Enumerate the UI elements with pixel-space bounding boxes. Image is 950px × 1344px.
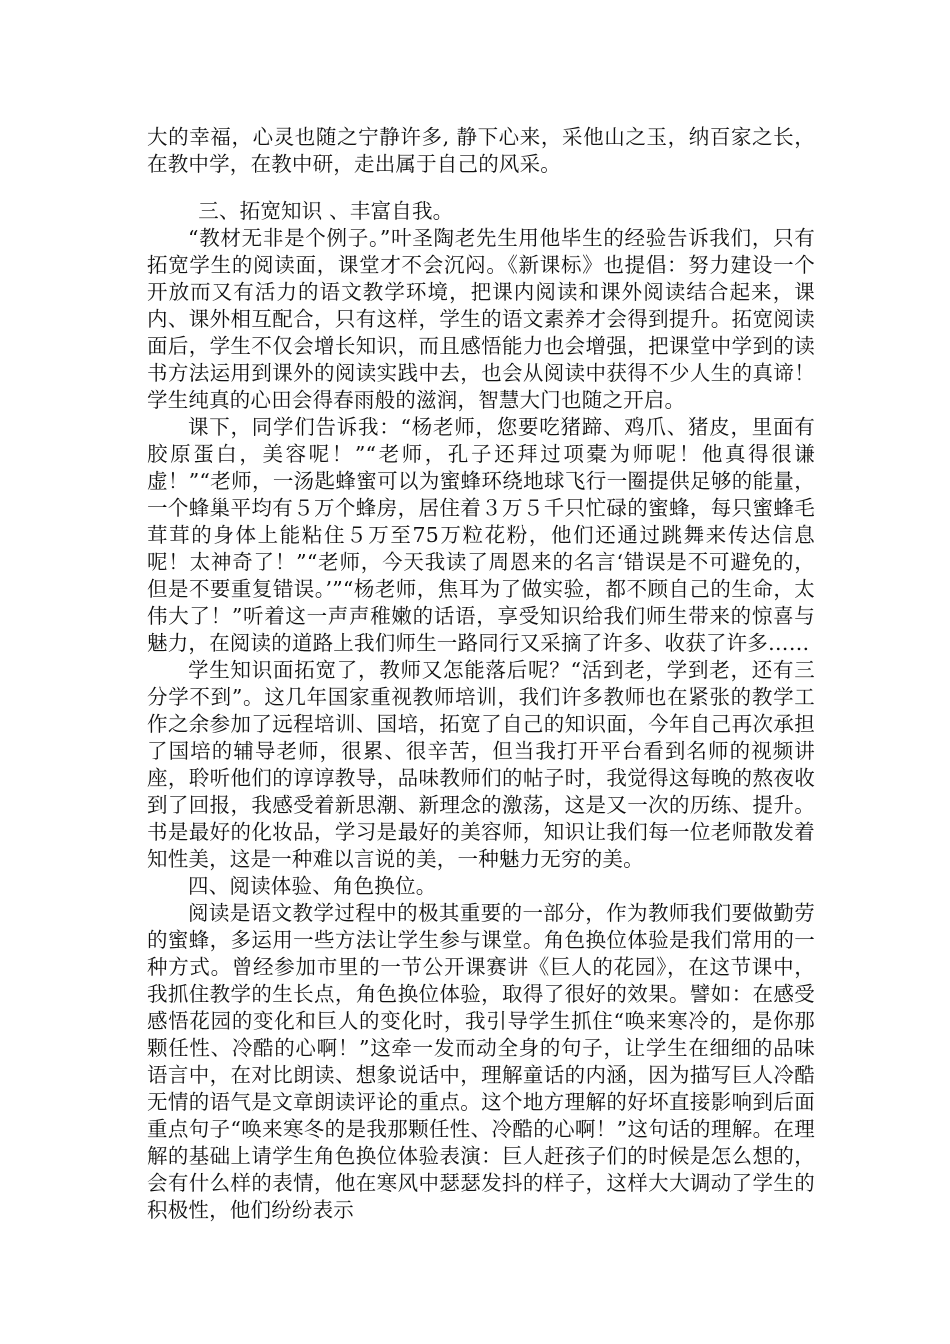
document-body	[147, 124, 815, 1224]
paragraph: “教材无非是个例子。”叶圣陶老先生用他毕生的经验告诉我们，只有拓宽学生的阅读面，课堂才不会沉闷。《新课标》也提倡：努力建设一个开放而又有活力的语文教学环境，把课内阅读和课外阅读结合起来，课内、课外相互配合，只有这样，学生的语文素养才会得到提升。拓宽阅读面后，学生不仅会增长知识，而且感悟能力也会增强，把课堂中学到的读书方法运用到课外的阅读实践中去，也会从阅读中获得不少人生的真谛！学生纯真的心田会得春雨般的滋润，智慧大门也随之开启。	[147, 226, 815, 412]
paragraph: 课下，同学们告诉我：“杨老师，您要吃猪蹄、鸡爪、猪皮，里面有胶原蛋白，美容呢！”“老师，孔子还拜过项橐为师呢！他真得很谦虚！”“老师，一汤匙蜂蜜可以为蜜蜂环绕地球飞行一圈提供足够的能量，一个蜂巢平均有５万个蜂房，居住着３万５千只忙碌的蜜蜂，每只蜜蜂毛茸茸的身体上能粘住５万至75万粒花粉，他们还通过跳舞来传达信息呢！太神奇了！”“老师，今天我读了周恩来的名言‘错误是不可避免的，但是不要重复错误。’”“杨老师，焦耳为了做实验，都不顾自己的生命，太伟大了！”听着这一声声稚嫩的话语，享受知识给我们师生带来的惊喜与魅力，在阅读的道路上我们师生一路同行又采摘了许多、收获了许多……	[147, 415, 815, 655]
paragraph: 阅读是语文教学过程中的极其重要的一部分，作为教师我们要做勤劳的蜜蜂，多运用一些方法让学生参与课堂。角色换位体验是我们常用的一种方式。曾经参加市里的一节公开课赛讲《巨人的花园》，在这节课中，我抓住教学的生长点，角色换位体验，取得了很好的效果。譬如：在感受感悟花园的变化和巨人的变化时，我引导学生抓住“唤来寒冷的，是你那颗任性、冷酷的心啊！”这牵一发而动全身的句子，让学生在细细的品味语言中，在对比朗读、想象说话中，理解童话的内涵，因为描写巨人冷酷无情的语气是文章朗读评论的重点。这个地方理解的好坏直接影响到后面重点句子“唤来寒冬的是我那颗任性、冷酷的心啊！”这句话的理解。在理解的基础上请学生角色换位体验表演：巨人赶孩子们的时候是怎么想的，会有什么样的表情，他在寒风中瑟瑟发抖的样子，这样大大调动了学生的积极性，他们纷纷表示	[147, 901, 815, 1222]
paragraph-continuation: 大的幸福，心灵也随之宁静许多, 静下心来，采他山之玉，纳百家之长，在教中学，在教中研，走出属于自己的风采。	[147, 125, 815, 176]
section-heading-3: 三、拓宽知识 、丰富自我。	[198, 199, 454, 223]
section-heading-4: 四、阅读体验、角色换位。	[188, 874, 437, 898]
paragraph: 学生知识面拓宽了，教师又怎能落后呢？“活到老，学到老，还有三分学不到”。这几年国家重视教师培训，我们许多教师也在紧张的教学工作之余参加了远程培训、国培，拓宽了自己的知识面，今年自己再次承担了国培的辅导老师，很累、很辛苦，但当我打开平台看到名师的视频讲座，聆听他们的谆谆教导，品味教师们的帖子时，我觉得这每晚的熬夜收到了回报，我感受着新思潮、新理念的激荡，这是又一次的历练、提升。书是最好的化妆品，学习是最好的美容师，知识让我们每一位老师散发着知性美，这是一种难以言说的美，一种魅力无穷的美。	[147, 658, 815, 871]
